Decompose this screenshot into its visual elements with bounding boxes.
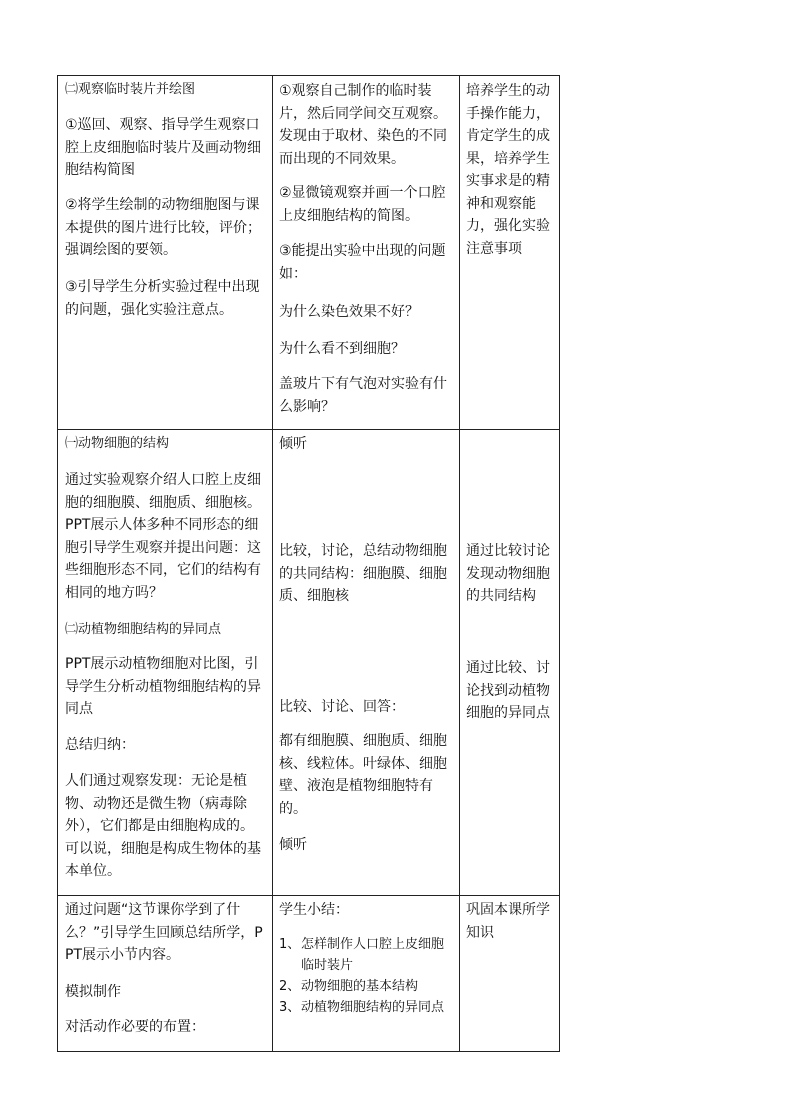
paragraph: 都有细胞膜、细胞质、细胞核、线粒体。叶绿体、细胞壁、液泡是植物细胞特有的。 — [279, 733, 447, 817]
paragraph: 巩固本课所学知识 — [466, 902, 550, 941]
summary-list — [279, 934, 453, 1018]
paragraph: ①观察自己制作的临时装片，然后同学间交互观察。发现由于取材、染色的不同而出现的不同效果。 — [279, 83, 447, 167]
paragraph: ①巡回、观察、指导学生观察口腔上皮细胞临时装片及画动物细胞结构简图 — [65, 117, 261, 178]
paragraph: ②显微镜观察并画一个口腔上皮细胞结构的简图。 — [279, 185, 446, 224]
paragraph: 培养学生的动手操作能力，肯定学生的成果，培养学生实事求是的精神和观察能力，强化实验注意事项 — [466, 83, 550, 257]
paragraph: 人们通过观察发现：无论是植物、动物还是微生物（病毒除外），它们都是由细胞构成的。可以说，细胞是构成生物体的基本单位。 — [65, 773, 261, 879]
list-item: 2、 动物细胞的基本结构 — [279, 979, 419, 994]
question-item: 盖玻片下有气泡对实验有什么影响？ — [279, 376, 447, 415]
paragraph: 模拟制作 — [65, 984, 121, 1000]
summary-title: 学生小结： — [279, 902, 349, 918]
student-activity-cell — [273, 76, 460, 430]
design-intent-cell — [460, 896, 560, 1052]
student-activity-cell — [273, 430, 460, 896]
teacher-activity-cell — [58, 896, 273, 1052]
table-row — [58, 896, 560, 1052]
paragraph: 倾听 — [279, 837, 307, 853]
paragraph: ③能提出实验中出现的问题如： — [279, 243, 446, 282]
paragraph: 通过问题“这节课你学到了什么？”引导学生回顾总结所学，PPT展示小节内容。 — [65, 902, 263, 963]
section-heading: ㈡动植物细胞结构的异同点 — [65, 622, 222, 637]
paragraph: PPT展示动植物细胞对比图，引导学生分析动植物细胞结构的异同点 — [65, 656, 261, 717]
lesson-plan-table — [57, 75, 560, 1052]
section-heading: ㈠动物细胞的结构 — [65, 436, 170, 451]
paragraph: 比较、讨论、回答： — [279, 699, 405, 715]
paragraph: 通过比较讨论发现动物细胞的共同结构 — [466, 543, 550, 604]
teacher-activity-cell — [58, 76, 273, 430]
paragraph: 通过比较、讨论找到动植物细胞的异同点 — [466, 660, 550, 721]
question-item: 为什么染色效果不好？ — [279, 304, 419, 320]
list-item: 1、 怎样制作人口腔上皮细胞临时装片 — [279, 937, 445, 973]
paragraph: ③引导学生分析实验过程中出现的问题，强化实验注意点。 — [65, 279, 260, 318]
teacher-activity-cell — [58, 430, 273, 896]
paragraph: 对活动作必要的布置： — [65, 1019, 205, 1035]
table-row — [58, 430, 560, 896]
paragraph: 通过实验观察介绍人口腔上皮细胞的细胞膜、细胞质、细胞核。PPT展示人体多种不同形态的细胞引导学生观察并提出问题：这些细胞形态不同，它们的结构有相同的地方吗？ — [65, 472, 261, 601]
paragraph: 比较，讨论，总结动物细胞的共同结构：细胞膜、细胞质、细胞核 — [279, 543, 447, 604]
question-item: 为什么看不到细胞？ — [279, 341, 405, 357]
paragraph: 总结归纳： — [65, 737, 135, 753]
design-intent-cell — [460, 430, 560, 896]
paragraph: 倾听 — [279, 436, 307, 452]
section-heading: ㈡观察临时装片并绘图 — [65, 82, 196, 97]
paragraph: ②将学生绘制的动物细胞图与课本提供的图片进行比较，评价；强调绘图的要领。 — [65, 197, 261, 258]
table-row — [58, 76, 560, 430]
student-activity-cell — [273, 896, 460, 1052]
list-item: 3、 动植物细胞结构的异同点 — [279, 1000, 445, 1015]
design-intent-cell — [460, 76, 560, 430]
